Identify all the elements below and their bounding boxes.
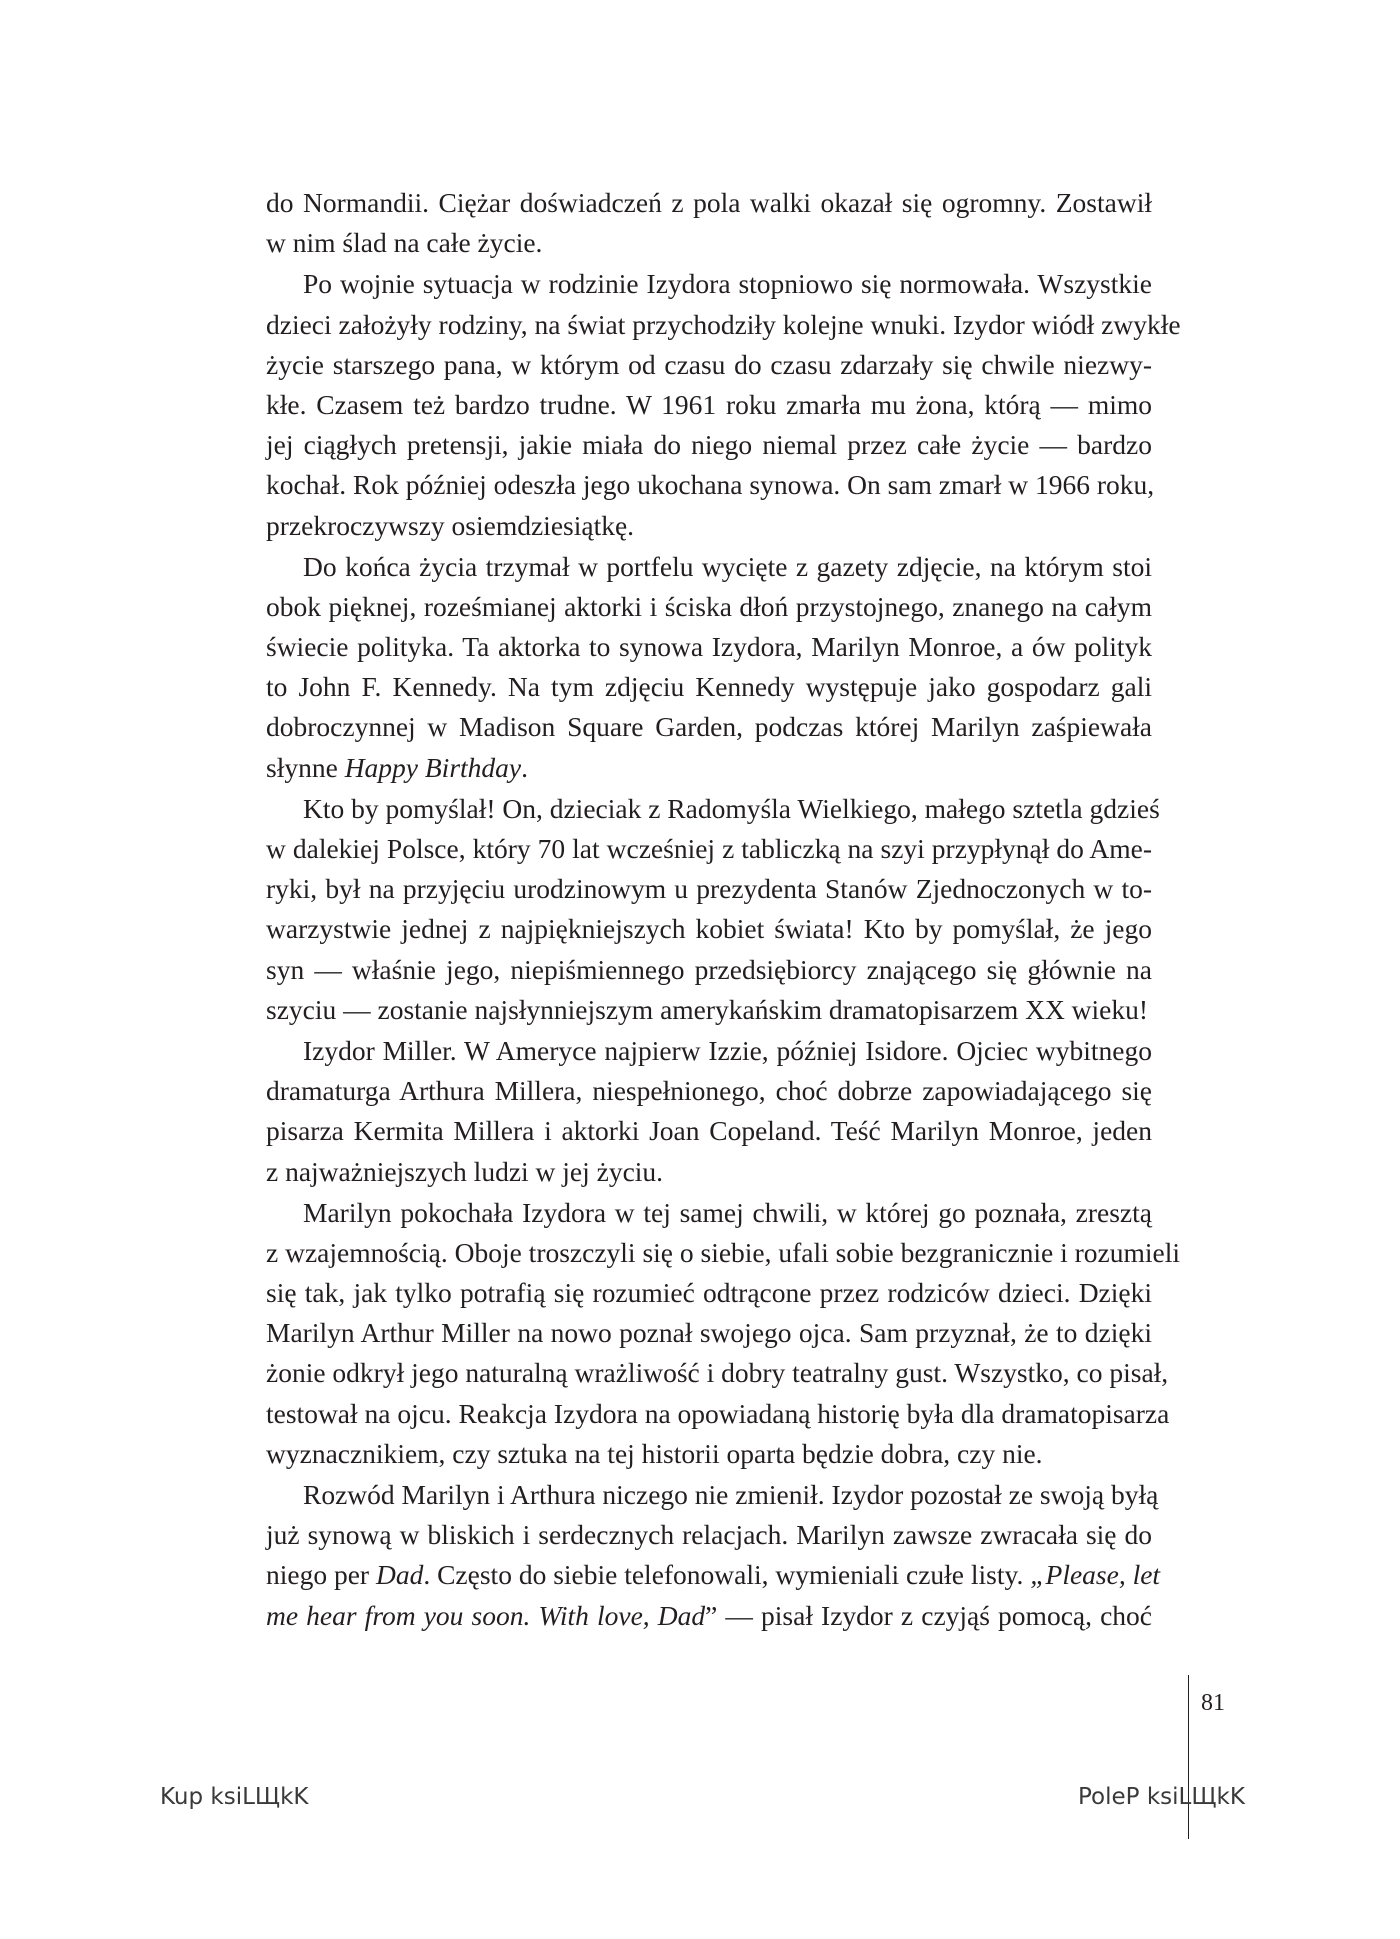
- text-line: żonie odkrył jego naturalną wrażliwość i dobry teatralny gust. Wszystko, co pisał,: [266, 1357, 1169, 1389]
- text-line: się tak, jak tylko potrafią się rozumieć odtrącone przez rodziców dzieci. Dzięki: [266, 1277, 1152, 1309]
- text-line: wyznacznikiem, czy sztuka na tej historii oparta będzie dobra, czy nie.: [266, 1437, 1043, 1469]
- text-line: w nim ślad na całe życie.: [266, 227, 543, 259]
- footer-recommend-link[interactable]: PoleP ksiLЩkK: [1078, 1784, 1245, 1810]
- page-body: [266, 183, 1181, 1636]
- text-line: [266, 748, 1152, 788]
- text-line: Marilyn Arthur Miller na nowo poznał swojego ojca. Sam przyznał, że to dzięki: [266, 1317, 1152, 1349]
- text-fragment: słynne: [266, 751, 345, 783]
- text-line: dobroczynnej w Madison Square Garden, podczas której Marilyn zaśpiewała: [266, 711, 1152, 743]
- text-line: przekroczywszy osiemdziesiątkę.: [266, 509, 635, 541]
- text-line: do Normandii. Ciężar doświadczeń z pola walki okazał się ogromny. Zostawił: [266, 187, 1152, 218]
- text-fragment: .: [521, 751, 528, 783]
- text-line: jej ciągłych pretensji, jakie miała do niego niemal przez całe życie — bardzo: [266, 429, 1152, 461]
- text-line: życie starszego pana, w którym od czasu do czasu zdarzały się chwile niezwy-: [266, 348, 1152, 380]
- text-line: [266, 1555, 1161, 1595]
- page-number: 81: [1201, 1690, 1225, 1716]
- text-line: już synową w bliskich i serdecznych relacjach. Marilyn zawsze zwracała się do: [266, 1519, 1152, 1551]
- text-fragment: ” — pisał Izydor z czyjąś pomocą, choć: [705, 1599, 1152, 1631]
- text-line: dzieci założyły rodziny, na świat przychodziły kolejne wnuki. Izydor wiódł zwykłe: [266, 308, 1181, 340]
- italic-word: Dad: [375, 1559, 424, 1591]
- text-line: ryki, był na przyjęciu urodzinowym u prezydenta Stanów Zjednoczonych w to-: [266, 873, 1152, 905]
- text-fragment: . Często do siebie telefonowali, wymieniali czułe listy.: [423, 1559, 1031, 1591]
- text-line: Kto by pomyślał! On, dzieciak z Radomyśla Wielkiego, małego sztetla gdzieś: [303, 792, 1160, 824]
- song-title: Happy Birthday: [344, 751, 522, 783]
- text-fragment: niego per: [266, 1559, 376, 1591]
- text-line: obok pięknej, roześmianej aktorki i ściska dłoń przystojnego, znanego na całym: [266, 590, 1152, 622]
- text-line: testował na ojcu. Reakcja Izydora na opowiadaną historię była dla dramatopisarza: [266, 1397, 1170, 1429]
- text-line: z wzajemnością. Oboje troszczyli się o siebie, ufali sobie bezgranicznie i rozumieli: [266, 1236, 1181, 1268]
- text-line: Marilyn pokochała Izydora w tej samej chwili, w której go poznała, zresztą: [303, 1196, 1152, 1228]
- text-line: Do końca życia trzymał w portfelu wycięte z gazety zdjęcie, na którym stoi: [303, 550, 1152, 582]
- text-line: świecie polityka. Ta aktorka to synowa Izydora, Marilyn Monroe, a ów polityk: [266, 631, 1152, 663]
- text-line: warzystwie jednej z najpiękniejszych kobiet świata! Kto by pomyślał, że jego: [266, 913, 1152, 945]
- text-line: w dalekiej Polsce, który 70 lat wcześniej z tabliczką na szyi przypłynął do Ame-: [266, 833, 1152, 864]
- letter-quote: „Please, let: [1030, 1559, 1161, 1591]
- text-line: Rozwód Marilyn i Arthura niczego nie zmienił. Izydor pozostał ze swoją byłą: [303, 1479, 1159, 1510]
- text-line: kochał. Rok później odeszła jego ukochana synowa. On sam zmarł w 1966 roku,: [266, 469, 1155, 501]
- page-number-rule: [1188, 1675, 1189, 1839]
- text-line: szyciu — zostanie najsłynniejszym amerykańskim dramatopisarzem XX wieku!: [266, 993, 1149, 1025]
- text-line: dramaturga Arthura Millera, niespełnionego, choć dobrze zapowiadającego się: [266, 1075, 1152, 1107]
- footer-buy-link[interactable]: Kup ksiLЩkK: [160, 1784, 309, 1810]
- text-line: Po wojnie sytuacja w rodzinie Izydora stopniowo się normowała. Wszystkie: [303, 268, 1152, 300]
- text-line: z najważniejszych ludzi w jej życiu.: [266, 1155, 664, 1187]
- text-line: [266, 1596, 1152, 1636]
- text-line: syn — właśnie jego, niepiśmiennego przedsiębiorcy znającego się głównie na: [266, 953, 1152, 985]
- text-line: to John F. Kennedy. Na tym zdjęciu Kennedy występuje jako gospodarz gali: [266, 671, 1152, 703]
- letter-quote: me hear from you soon. With love, Dad: [266, 1599, 706, 1631]
- text-line: kłe. Czasem też bardzo trudne. W 1961 roku zmarła mu żona, którą — mimo: [266, 388, 1152, 420]
- text-line: Izydor Miller. W Ameryce najpierw Izzie, później Isidore. Ojciec wybitnego: [303, 1034, 1152, 1066]
- text-line: pisarza Kermita Millera i aktorki Joan Copeland. Teść Marilyn Monroe, jeden: [266, 1115, 1152, 1147]
